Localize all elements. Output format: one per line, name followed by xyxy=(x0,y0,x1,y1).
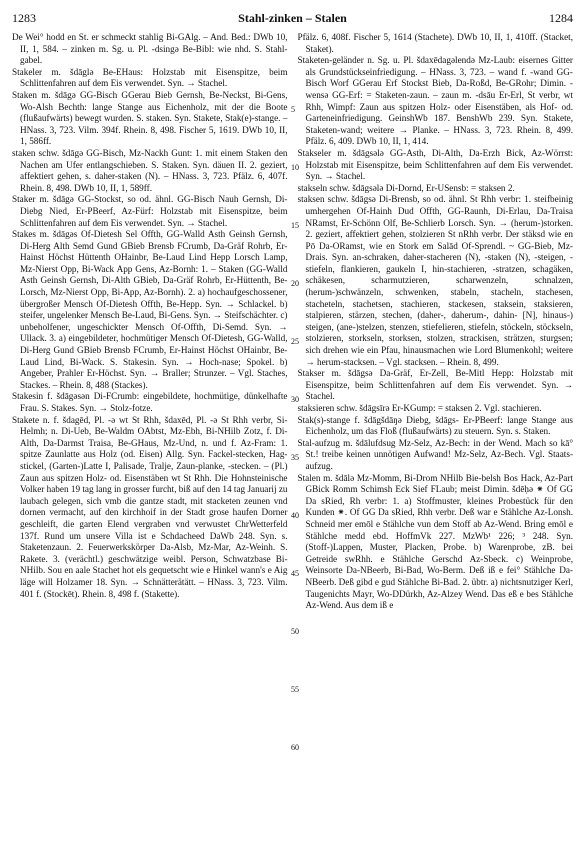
line-number: 45 xyxy=(291,569,299,578)
dictionary-entry: Pfälz. 6, 408f. Fischer 5, 1614 (Stachete). DWb 10, II, 1, 410ff. (Stacket, Staket). xyxy=(297,32,573,54)
dictionary-entry: stakseln schw. šdāgsələ Di-Dornd, Er-USensb: = staksen 2. xyxy=(297,182,515,193)
dictionary-entry: Stakesin f. šdāgəsən Di-FCrumb: eingebildete, hochmütige, dünkelhafte Frau. S. Stakes. Syn. → Stolz-fotze. xyxy=(12,391,288,413)
line-number: 10 xyxy=(291,163,299,172)
line-number: 60 xyxy=(291,743,299,752)
line-number: 20 xyxy=(291,279,299,288)
dictionary-entry: Staker m. šdāgə GG-Stockst, so od. ähnl. GG-Bisch Nauh Gernsh, Di-Diebg Nied, Er-PBeerf, Az-Fürf: Holzstab mit Eisenspitze, beim Schlittenfahren auf dem Eis verwendet. Syn. → Stachel. xyxy=(12,194,288,228)
line-number: 55 xyxy=(291,685,299,694)
line-number: 30 xyxy=(291,395,299,404)
dictionary-entry: Staken m. šdāgə GG-Bisch GGerau Bieb Gernsh, Be-Neckst, Bi-Gens, Wo-Alsh Bechth: lange Stange aus Eichenholz, mit der die Boote (flußaufwärts) bewegt wurden. S. staken. Syn. Stakete, Stak(e)-stange. – HNass. 3, 723. Vilm. 394f. Rhein. 8, 498. Fischer 5, 1619. DWb 10, II, 1, 586ff. xyxy=(12,89,288,147)
dictionary-entry: Stakser m. šdāgsə Da-Gräf, Er-Zell, Be-Mitl Hepp: Holzstab mit Eisenspitze, beim Schlittenfahren auf dem Eis verwendet. Syn. → Stachel. xyxy=(297,368,573,402)
dictionary-entry: Stakes m. šdāgəs Of-Dietesh Sel Offth, GG-Walld Asth Geinsh Gernsh, Di-Herg Alth Semd Gund GBieb Brensb FCrumb, Da-Gräf Rohrb, Er-Hainst Höchst Hüttenth OHainbr, Be-Laud Lind Hepp Lorsch Lamp, Mz-Nierst Opp, Bi-Wack App Gens, Az-Bornh: 1. – Staken (GG-Walld Asth Geinsh Gernsh, Di-Alth GBieb, Da-Gräf Rohrb, Er-Hüttenth, Be-Lorsch, Mz-Nierst Opp, Bi-App, Az-Bornh). 2. a) hochaufgeschossener, übergroßer Mensch Of-Dietesh Offth, Be-Hepp. Syn. → Schlackel. b) steifer, ungelenker Mensch Be-Laud, Bi-Gens. Syn. → Steifschächter. c) unbeholfener, ungeschickter Mensch Of-Offth, Di-Semd. Syn. → Ullack. 3. a) eingebildeter, hochmütiger Mensch Of-Dietesh, GG-Walld, Di-Herg Gund GBieb Brensb FCrumb, Er-Hainst Höchst OHainbr, Be-Laud Lind, Bi-Wack. S. Stakesin. Syn. → Hoch-nase; Spokel. b) Angeber, Prahler Er-Höchst. Syn. → Braller; Strunzer. – Vgl. Staches, Stackes. – Rhein. 8, 488 (Stackes). xyxy=(12,229,288,390)
page-number-right: 1284 xyxy=(549,11,573,25)
dictionary-entry: Stal-aufzug m. šdālufdsug Mz-Selz, Az-Bech: in der Wend. Mach so kā° St.! treibe keinen unnötigen Aufwand! Mz-Selz, Az-Bech. Vgl. Staats-aufzug. xyxy=(297,437,573,471)
page-header xyxy=(12,8,573,26)
two-column-body xyxy=(12,32,573,852)
dictionary-entry: Staketen-geländer n. Sg. u. Pl. šdaxēdagəlendə Mz-Laub: eisernes Gitter als Grundstückseinfriedigung. – HNass. 3, 723. – wand f. -wand GG-Bisch Worf GGerau Erf Stockst Bieb, Da-Roßd, Be-GRohr; Dimin. -wensə GG-Erf: = Staketen-zaun. – zaun m. -dsāu Er-Erl, St verbr, wt Rhh, Wimpf: Zaun aus spitzen Holz- oder Eisenstäben, als Hof- od. Garteneinfriedigung. GeinshWb 187. BenshWb 239. Syn. Stakete, Staketen-wand; weitere → Planke. – HNass. 3, 723. Rhein. 8, 499. Pfälz. 6, 409. DWb 10, II, 1, 414. xyxy=(297,55,573,147)
dictionary-entry: De Wei° hodd en St. er schmeckt stahlig Bi-GAlg. – And. Bed.: DWb 10, II, 1, 584. – zinken m. Sg. u. Pl. -dsingə Be-Bibl: wie nhd. S. Stahl-gabel. xyxy=(12,32,288,66)
left-column xyxy=(12,32,288,852)
dictionary-entry: Stalen m. šdālə Mz-Momm, Bi-Drom NHilb Bie-belsh Bos Hack, Az-Part GBick Romm Schimsh Eck Sief FLaub; meist Dimin. šdēḥə ⁕ Of GG Da sRied, Rh verbr: 1. a) Stoffmuster, kleines Probestück für den Kunden ⁕. Of GG Da sRied, Rhh verbr. Deß war e Stählche Az-Lonsh. Schneid mer emōl e Stählche vun dem Stoff ab Az-Wend. Bring emōl e Stählche medd ebd. HoffmVk 227. MzWb¹ 226; ³ 248. Syn. (Stoff-)Lappen, Muster, Placken, Probe. b) Warenprobe, zB. bei Getreide swRhh. e Stählche Gerschd Az-Sbeck. c) Weinprobe, Weinsorte Da-NBeerb, Bi-Bad, Wo-Berm. Deß iß e fei° Stählche Da-NBeerb. Deß gibd e gud Stählche Bi-Bad. 2. übtr. a) nichtsnutziger Kerl, Taugenichts Mayr, Wo-DDürkh, Az-Alzey Wend. Das eß e bes Stählche Az-Wend. Aus dem iß e xyxy=(297,472,573,611)
line-number: 15 xyxy=(291,221,299,230)
line-number: 40 xyxy=(291,511,299,520)
dictionary-entry: Stakeler m. šdāglə Be-EHaus: Holzstab mit Eisenspitze, beim Schlittenfahren auf dem Eis verwendet. Syn. → Stachel. xyxy=(12,66,288,89)
line-number: 5 xyxy=(291,105,295,114)
dictionary-entry: staksieren schw. šdāgsīrə Er-KGump: = staksen 2. Vgl. stachieren. xyxy=(297,403,542,413)
dictionary-entry: Stak(s)-stange f. šdāgšdāŋə Diebg, šdāgs- Er-PBeerf: lange Stange aus Eichenholz, um das Floß (flußaufwärts) zu steuern. Syn. s. Staken. xyxy=(297,414,573,437)
line-number: 50 xyxy=(291,627,299,636)
dictionary-entry: Stakete n. f. šdagēd, Pl. -ə wt St Rhh, šdaxēd, Pl. -ə St Rhh verbr, Si-Helmh; n. Di-Ueb, Be-Waldm OAbtst, Mz-Ebh, Bi-NHilb Zotz, f. Di-Alth, Da-Darmst Traisa, Be-GHaus, Mz-Und, n. und f. Az-Fram: 1. spitze Zaunlatte aus Holz (od. Eisen) Allg. Syn. Fackel-stecken, Hag-stickel, (Garten-)Latte I, Palisade, Tralje, Zaun-planke, -stecken. – (Pl.) Zaun aus spitzen Holz- od. Eisenstäben wt St Rhh. Die Hohnsteinische Volker haben 19 tag lang in grosser furcht, biß auf den 14 tag Januarij zu laubach gelegen, sich vmb die gantze stadt, mit stacketen zeunen vnd dornen vermacht, auf den kirchhoif in der Stadt grose haufen Dorner geschleift, die garten Elend vergraben vnd verwustet ChrWetterfeld 137f. Rund um unsere Villa ist e Schdacheed DaWb 248. Syn. s. Staketenzaun. 2. Feuerwerkskörper Da-Alsb, Mz-Mar, Az-Weinh. S. Rakete. 3. (verächtl.) geschwätzige weibl. Person, Schwatzbase Bi-NHilb. Sou en aale Stachet hot els gequetscht wie e Hinkel wann's e Aig läge will Holzamer 18. Syn. → Schnätterätätt. – HNass. 3, 723. Vilm. 401 f. (Stockēt). Rhein. 8, 498 f. (Stakette). xyxy=(12,414,288,599)
line-number: 35 xyxy=(291,453,299,462)
running-title: Stahl-zinken – Stalen xyxy=(238,11,347,25)
page-number-left: 1283 xyxy=(12,11,36,25)
dictionary-entry: staken schw. šdāgə GG-Bisch, Mz-Nackh Gunt: 1. mit einem Staken den Nachen am Ufer entlangschieben. S. Staken. Syn. däuen II. 2. geziert, affektiert gehen, s. daher-staken (N). – HNass. 3, 723. Pfälz. 6, 407f. Rhein. 8, 498. DWb 10, II, 1, 589ff. xyxy=(12,147,288,193)
right-column xyxy=(298,32,574,852)
line-number: 25 xyxy=(291,337,299,346)
dictionary-entry: Stakseler m. šdāgsələ GG-Asth, Di-Alth, Da-Erzh Bick, Az-Wörrst: Holzstab mit Eisenspitze, beim Schlittenfahren auf dem Eis verwendet. Syn. → Stachel. xyxy=(297,147,573,182)
dictionary-entry: staksen schw. šdāgsə Di-Brensb, so od. ähnl. St Rhh verbr: 1. steifbeinig umhergehen Of-Hainh Dud Offth, GG-Raunh, Di-Erlau, Da-Traisa NRamst, Er-Schönn Olf, Be-Schlierb Lorsch. Syn. → (herum-)storken. 2. geziert, affektiert gehen, stolzieren St nRhh verbr. Der stäksd wie en Pō Da-ORamst, wie en Stork em Salād Of-Sprendl. ~ GG-Bieb, Mz-Drais. Syn. an-schraken, daher-stacheren (N), -staken (N), -steigen, -stiefeln, flankieren, gaukeln I, hin-stachieren, -stratzen, schagäken, schäkesen, scharmutzieren, scharwenzeln, schnalzen, (herum-)schwänzeln, schwenken, stabeln, stacheln, stachesen, stacheteln, stachetsen, stachieren, stackesen, staksein, staksieren, stalpieren, stärzen, stechen, (daher-, daherum-, dahin- [N], hinaus-) steigen, (ane-)stelzen, stenzen, stiefelieren, stiefeln, stöckeln, stöckseln, stolzieren, storkseln, storksen, stolzen, strackisen, strätzen, sturgsen; sich drehen wie ein Pfau, hinausmachen wie Lord Blumenkohl; weitere → herum-stacksen. – Vgl. stacksen. – Rhein. 8, 499. xyxy=(297,194,573,367)
